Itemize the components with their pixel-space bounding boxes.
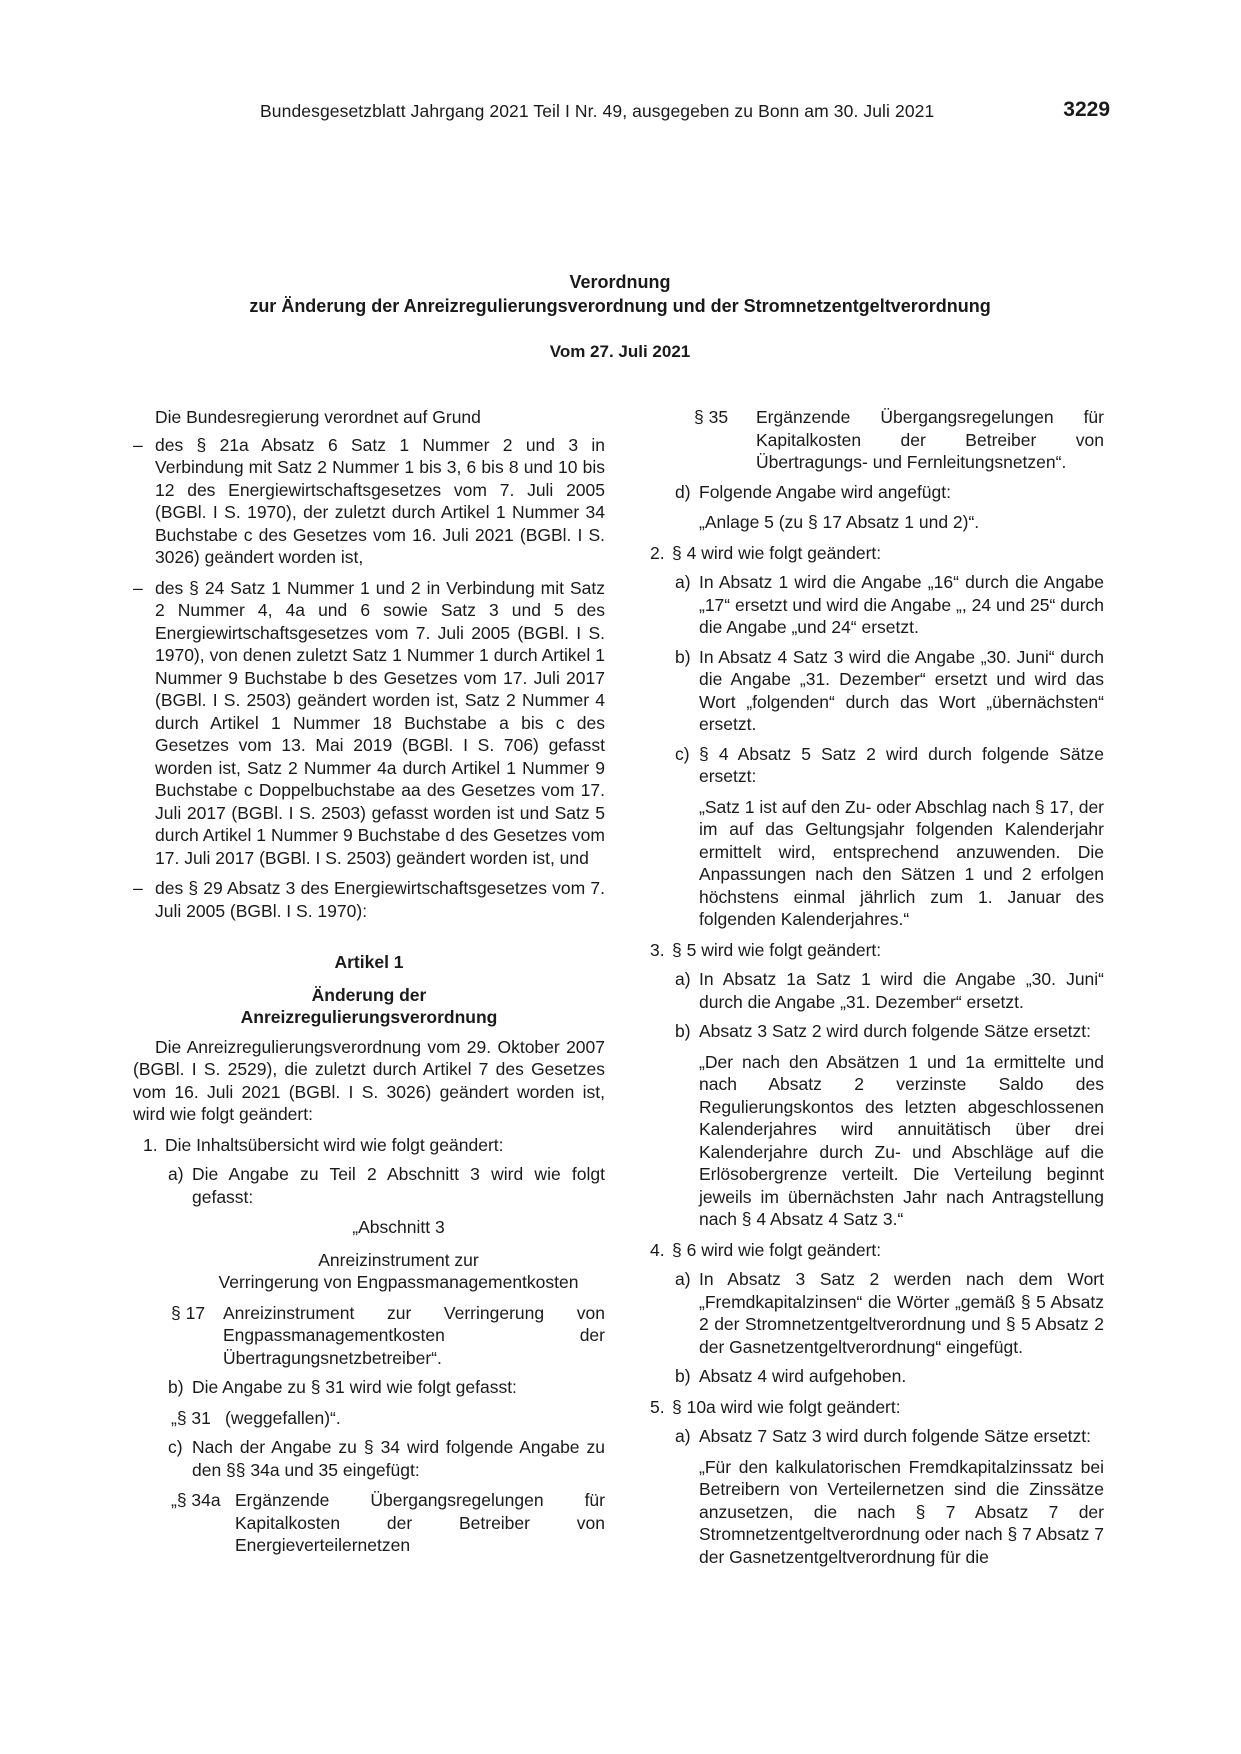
sub-item — [640, 571, 1104, 639]
item-text: § 5 wird wie folgt geändert: — [672, 939, 882, 960]
sub-item — [640, 1425, 1104, 1448]
replacement-text: „Der nach den Absätzen 1 und 1a ermittelte und nach Absatz 2 verzinste Saldo des Regulierungskontos des letzten abgeschlossenen Kalenderjahres wird annuitätisch über drei Kalenderjahre durch Zu- und Abschläge auf die Erlösobergrenze verteilt. Die Verteilung beginnt jeweils im übernächsten Jahr nach Antragstellung nach § 4 Absatz 4 Satz 3.“ — [699, 1051, 1104, 1229]
document-date: Vom 27. Juli 2021 — [549, 342, 691, 361]
dash-marker: – — [133, 878, 143, 898]
sub-item-letter: a) — [675, 572, 691, 592]
sub-item — [640, 1365, 1104, 1388]
sub-item-letter: b) — [675, 1021, 691, 1041]
sub-item-text: Absatz 3 Satz 2 wird durch folgende Sätze ersetzt: — [699, 1021, 1092, 1041]
sub-item-text: In Absatz 1 wird die Angabe „16“ durch die Angabe „17“ ersetzt und wird die Angabe „, 24 und 25“ durch die Angabe „und 24“ ersetzt. — [699, 572, 1104, 637]
inserted-text: „Anlage 5 (zu § 17 Absatz 1 und 2)“. — [699, 512, 980, 532]
sub-item-letter: c) — [675, 743, 690, 764]
right-column — [640, 406, 1104, 1568]
document-title-line1: Verordnung — [569, 272, 671, 292]
sub-item-text: Nach der Angabe zu § 34 wird folgende Angabe zu den §§ 34a und 35 eingefügt: — [192, 1437, 605, 1480]
article-title-line2: Anreizregulierungsverordnung — [240, 1007, 498, 1027]
replacement-text: „Satz 1 ist auf den Zu- oder Abschlag nach § 17, der im auf das Geltungsjahr folgenden Kalenderjahr ermittelt wird, entsprechend anzuwenden. Die Anpassungen nach den Sätzen 1 und 2 erfolgen höchstens einmal jährlich zum 1. Januar des folgenden Kalenderjahres.“ — [699, 796, 1104, 929]
sub-item — [133, 1436, 605, 1481]
dash-marker: – — [133, 434, 143, 455]
legal-basis-text: des § 21a Absatz 6 Satz 1 Nummer 2 und 3 in Verbindung mit Satz 2 Nummer 1 bis 3, 6 bis 8 und 10 bis 12 des Energiewirtschaftsgesetzes vom 7. Juli 2005 (BGBl. I S. 1970), der zuletzt durch Artikel 1 Nummer 34 Buchstabe c des Gesetzes vom 16. Juli 2021 (BGBl. I S. 3026) geändert worden ist, — [155, 434, 605, 567]
item-number: 1. — [143, 1134, 158, 1155]
toc-entry-number: § 35 — [694, 407, 729, 427]
sub-item — [640, 1268, 1104, 1358]
list-item — [133, 1134, 605, 1157]
sub-item-text: In Absatz 4 Satz 3 wird die Angabe „30. Juni“ durch die Angabe „31. Dezember“ ersetzt und wird das Wort „folgenden“ durch das Wort „übernächsten“ ersetzt. — [699, 646, 1104, 734]
sub-item-text: Absatz 4 wird aufgehoben. — [699, 1366, 907, 1386]
article-title-line1: Änderung der — [311, 984, 427, 1005]
toc-entry-text: Ergänzende Übergangsregelungen für Kapitalkosten der Betreiber von Übertragungs- und Fernleitungsnetzen“. — [756, 407, 1104, 472]
legal-basis-item — [133, 877, 605, 922]
sub-item-text: Die Angabe zu § 31 wird wie folgt gefasst: — [192, 1377, 517, 1397]
document-title-line2: zur Änderung der Anreizregulierungsverordnung und der Stromnetzentgeltverordnung — [249, 296, 991, 316]
running-title: Bundesgesetzblatt Jahrgang 2021 Teil I Nr. 49, ausgegeben zu Bonn am 30. Juli 2021 — [260, 101, 935, 121]
sub-item-letter: a) — [168, 1164, 184, 1184]
sub-item-letter: b) — [675, 1366, 691, 1386]
legal-basis-text: des § 24 Satz 1 Nummer 1 und 2 in Verbindung mit Satz 2 Nummer 4, 4a und 6 sowie Satz 3 und 5 des Energiewirtschaftsgesetzes vom 7. Juli 2005 (BGBl. I S. 1970), von denen zuletzt Satz 1 Nummer 1 durch Artikel 1 Nummer 9 Buchstabe b des Gesetzes vom 17. Juli 2017 (BGBl. I S. 2503) geändert worden ist, Satz 2 Nummer 4 durch Artikel 1 Nummer 18 Buchstabe a bis c des Gesetzes vom 13. Mai 2019 (BGBl. I S. 706) gefasst worden ist, Satz 2 Nummer 4a durch Artikel 1 Nummer 9 Buchstabe c Doppelbuchstabe aa des Gesetzes vom 17. Juli 2017 (BGBl. I S. 2503) gefasst worden ist und Satz 5 durch Artikel 1 Nummer 9 Buchstabe d des Gesetzes vom 17. Juli 2017 (BGBl. I S. 2503) geändert worden ist, und — [155, 577, 605, 868]
toc-entry-number: § 17 — [171, 1302, 206, 1323]
dash-marker: – — [133, 577, 143, 598]
sub-item — [133, 1163, 605, 1208]
list-item — [640, 1396, 1104, 1419]
abschnitt-line3: Verringerung von Engpassmanagementkosten — [218, 1272, 579, 1292]
sub-item-text: § 4 Absatz 5 Satz 2 wird durch folgende Sätze ersetzt: — [699, 743, 1104, 786]
item-text: § 6 wird wie folgt geändert: — [672, 1239, 882, 1260]
sub-item-letter: b) — [168, 1377, 184, 1397]
sub-item-letter: b) — [675, 646, 691, 667]
sub-item-text: Folgende Angabe wird angefügt: — [699, 481, 951, 502]
document-title-block — [120, 270, 1120, 362]
intro-paragraph: Die Bundesregierung verordnet auf Grund — [155, 407, 481, 427]
sub-item — [640, 646, 1104, 736]
sub-item-text: In Absatz 3 Satz 2 werden nach dem Wort „Fremdkapitalzinsen“ die Wörter „gemäß § 5 Absatz 2 der Stromnetzentgeltverordnung und § 5 Absatz 2 der Gasnetzentgeltverordnung“ eingefügt. — [699, 1269, 1104, 1357]
toc-entry-number: „§ 31 — [171, 1407, 211, 1428]
toc-entry — [133, 1302, 605, 1370]
sub-item-letter: d) — [675, 481, 691, 502]
toc-entry — [133, 1489, 605, 1557]
article-heading: Artikel 1 — [334, 952, 404, 972]
toc-entry-text: Anreizinstrument zur Verringerung von Engpassmanagementkosten der Übertragungsnetzbetreiber“. — [223, 1302, 605, 1368]
sub-item-letter: a) — [675, 969, 691, 989]
item-number: 5. — [650, 1396, 665, 1417]
sub-item — [640, 1020, 1104, 1043]
sub-item-text: In Absatz 1a Satz 1 wird die Angabe „30. Juni“ durch die Angabe „31. Dezember“ ersetzt. — [699, 969, 1104, 1012]
sub-item-text: Die Angabe zu Teil 2 Abschnitt 3 wird wie folgt gefasst: — [192, 1164, 605, 1207]
replacement-text: „Für den kalkulatorischen Fremdkapitalzinssatz bei Betreibern von Verteilernetzen sind die Zinssätze anzusetzen, die nach § 7 Absatz 7 der Stromnetzentgeltverordnung oder nach § 7 Absatz 7 der Gasnetzentgeltverordnung für die — [699, 1456, 1104, 1567]
toc-entry — [640, 406, 1104, 474]
toc-entry-number: „§ 34a — [171, 1490, 221, 1510]
article-title — [133, 984, 605, 1029]
sub-item-letter: a) — [675, 1426, 691, 1446]
sub-item — [640, 481, 1104, 504]
running-header — [260, 98, 1110, 127]
sub-item-letter: a) — [675, 1269, 691, 1289]
sub-item — [640, 968, 1104, 1013]
item-text: § 10a wird wie folgt geändert: — [672, 1396, 901, 1417]
abschnitt-line1: „Abschnitt 3 — [352, 1217, 445, 1237]
list-item — [640, 939, 1104, 962]
list-item — [640, 1239, 1104, 1262]
item-number: 3. — [650, 939, 665, 960]
sub-item — [640, 743, 1104, 788]
legal-basis-item — [133, 434, 605, 569]
list-item — [640, 542, 1104, 565]
left-column — [133, 406, 605, 1557]
page-number: 3229 — [1063, 98, 1110, 121]
sub-item — [133, 1376, 605, 1399]
abschnitt-line2: Anreizinstrument zur — [318, 1249, 479, 1270]
article-paragraph: Die Anreizregulierungsverordnung vom 29. Oktober 2007 (BGBl. I S. 2529), die zuletzt durch Artikel 7 des Gesetzes vom 16. Juli 2021 (BGBl. I S. 3026) geändert worden ist, wird wie folgt geändert: — [133, 1036, 605, 1124]
toc-entry-text: (weggefallen)“. — [225, 1407, 341, 1428]
item-number: 4. — [650, 1239, 665, 1260]
item-number: 2. — [650, 542, 665, 563]
sub-item-letter: c) — [168, 1437, 183, 1457]
item-text: Die Inhaltsübersicht wird wie folgt geändert: — [165, 1134, 504, 1155]
legal-basis-item — [133, 577, 605, 870]
item-text: § 4 wird wie folgt geändert: — [672, 542, 882, 563]
section-heading-quote — [133, 1216, 605, 1294]
sub-item-text: Absatz 7 Satz 3 wird durch folgende Sätze ersetzt: — [699, 1426, 1092, 1446]
toc-entry-text: Ergänzende Übergangsregelungen für Kapitalkosten der Betreiber von Energieverteilernetzen — [235, 1490, 605, 1555]
toc-entry — [133, 1407, 605, 1430]
legal-basis-text: des § 29 Absatz 3 des Energiewirtschaftsgesetzes vom 7. Juli 2005 (BGBl. I S. 1970): — [155, 878, 605, 921]
